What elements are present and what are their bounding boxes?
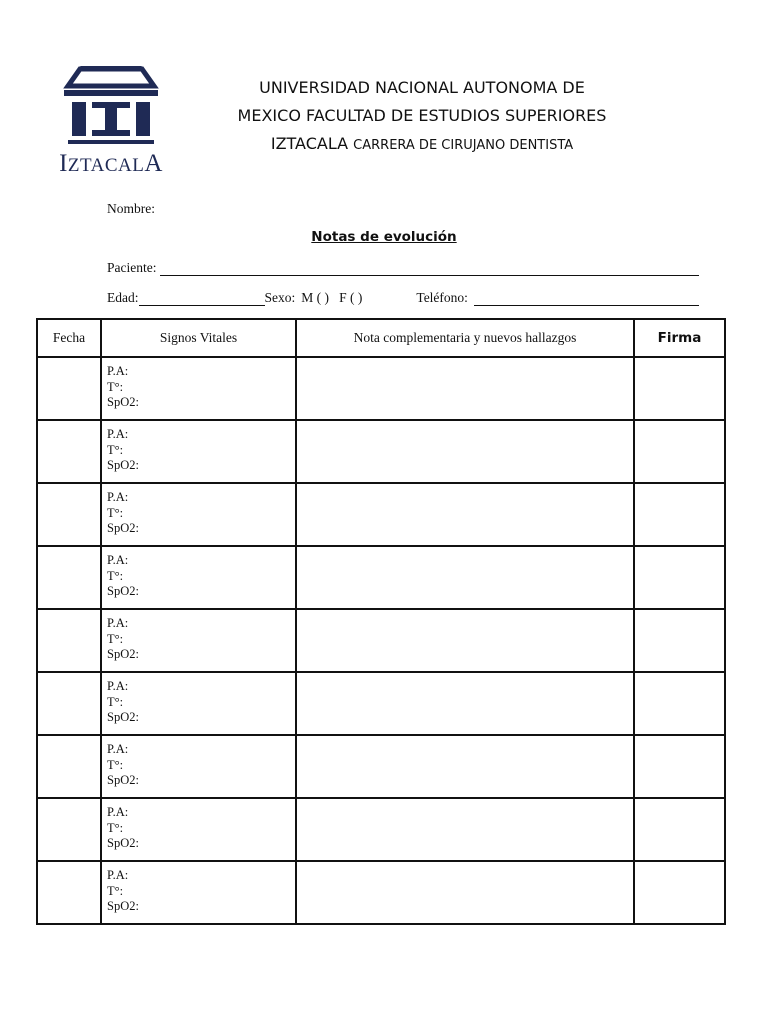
table-row [37, 357, 725, 420]
table-row [37, 735, 725, 798]
temp-label: T°: [107, 757, 124, 772]
firma-cell[interactable] [634, 420, 725, 483]
fecha-cell[interactable] [37, 861, 101, 924]
fecha-cell[interactable] [37, 420, 101, 483]
sexo-label: Sexo: [264, 290, 296, 305]
spo2-label: SpO2: [107, 395, 139, 409]
page-title: Notas de evolución [311, 229, 457, 245]
spo2-label: SpO2: [107, 773, 139, 787]
temp-label: T°: [107, 505, 124, 520]
firma-cell[interactable] [634, 861, 725, 924]
pa-label: P.A: [107, 679, 129, 693]
nombre-label: Nombre: [107, 201, 155, 216]
table-row [37, 672, 725, 735]
nota-cell[interactable] [296, 861, 634, 924]
temp-label: T°: [107, 568, 124, 583]
paciente-field[interactable] [160, 261, 699, 276]
spo2-label: SpO2: [107, 521, 139, 535]
header-line-3: IZTACALA CARRERA DE CIRUJANO DENTISTA [270, 134, 574, 153]
pa-label: P.A: [107, 742, 129, 756]
nota-cell[interactable] [296, 420, 634, 483]
signos-cell[interactable] [101, 798, 296, 861]
firma-cell[interactable] [634, 483, 725, 546]
pa-label: P.A: [107, 364, 129, 378]
signos-cell[interactable] [101, 357, 296, 420]
spo2-label: SpO2: [107, 647, 139, 661]
telefono-field[interactable] [474, 291, 699, 306]
logo-wordmark: IZTACALA [59, 150, 163, 177]
table-row [37, 483, 725, 546]
nota-cell[interactable] [296, 735, 634, 798]
signos-cell[interactable] [101, 735, 296, 798]
firma-cell[interactable] [634, 357, 725, 420]
pa-label: P.A: [107, 427, 129, 441]
iztacala-emblem-icon [62, 64, 160, 150]
table-row [37, 420, 725, 483]
pa-label: P.A: [107, 553, 129, 567]
header-line-2: MEXICO FACULTAD DE ESTUDIOS SUPERIORES [237, 106, 607, 125]
evolution-notes-table [36, 318, 726, 925]
nota-cell[interactable] [296, 672, 634, 735]
spo2-label: SpO2: [107, 899, 139, 913]
paciente-label: Paciente: [107, 260, 157, 275]
pa-label: P.A: [107, 490, 129, 504]
table-row [37, 609, 725, 672]
nota-cell[interactable] [296, 357, 634, 420]
institution-header [212, 74, 632, 160]
temp-label: T°: [107, 883, 124, 898]
temp-label: T°: [107, 694, 124, 709]
table-row [37, 861, 725, 924]
firma-cell[interactable] [634, 798, 725, 861]
signos-cell[interactable] [101, 420, 296, 483]
signos-cell[interactable] [101, 861, 296, 924]
nota-cell[interactable] [296, 483, 634, 546]
firma-cell[interactable] [634, 672, 725, 735]
edad-row [107, 290, 699, 306]
nota-cell[interactable] [296, 546, 634, 609]
pa-label: P.A: [107, 868, 129, 882]
nota-cell[interactable] [296, 798, 634, 861]
nota-cell[interactable] [296, 609, 634, 672]
fecha-cell[interactable] [37, 735, 101, 798]
telefono-label: Teléfono: [416, 290, 468, 305]
spo2-label: SpO2: [107, 836, 139, 850]
table-row [37, 798, 725, 861]
firma-cell[interactable] [634, 546, 725, 609]
temp-label: T°: [107, 631, 124, 646]
spo2-label: SpO2: [107, 584, 139, 598]
pa-label: P.A: [107, 805, 129, 819]
table-row [37, 546, 725, 609]
signos-cell[interactable] [101, 672, 296, 735]
header-nota: Nota complementaria y nuevos hallazgos [296, 319, 634, 357]
table-header-row [37, 319, 725, 357]
fecha-cell[interactable] [37, 672, 101, 735]
fecha-cell[interactable] [37, 609, 101, 672]
signos-cell[interactable] [101, 609, 296, 672]
fecha-cell[interactable] [37, 546, 101, 609]
iztacala-logo [48, 64, 174, 180]
spo2-label: SpO2: [107, 458, 139, 472]
header-fecha: Fecha [37, 319, 101, 357]
spo2-label: SpO2: [107, 710, 139, 724]
fecha-cell[interactable] [37, 483, 101, 546]
pa-label: P.A: [107, 616, 129, 630]
firma-cell[interactable] [634, 609, 725, 672]
signos-cell[interactable] [101, 483, 296, 546]
temp-label: T°: [107, 379, 124, 394]
temp-label: T°: [107, 442, 124, 457]
edad-label: Edad: [107, 290, 139, 305]
header-firma: Firma [634, 319, 725, 357]
edad-field[interactable] [139, 291, 265, 306]
sexo-options[interactable]: M ( ) F ( ) [301, 290, 363, 305]
temp-label: T°: [107, 820, 124, 835]
fecha-cell[interactable] [37, 798, 101, 861]
fecha-cell[interactable] [37, 357, 101, 420]
firma-cell[interactable] [634, 735, 725, 798]
signos-cell[interactable] [101, 546, 296, 609]
paciente-row [107, 260, 699, 276]
header-line-1: UNIVERSIDAD NACIONAL AUTONOMA DE [259, 78, 585, 97]
header-signos-vitales: Signos Vitales [101, 319, 296, 357]
